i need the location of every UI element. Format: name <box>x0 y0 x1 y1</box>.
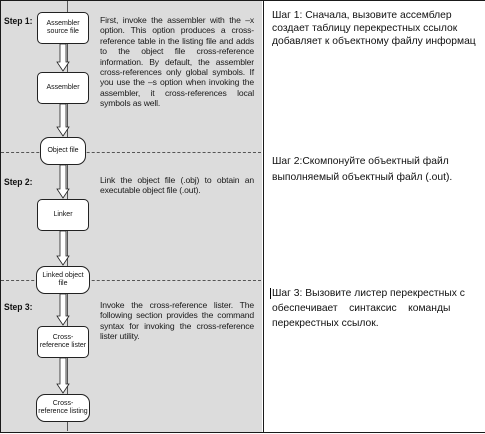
translation-step-3-line-1: Шаг 3: Вызовите листер перекрестных с <box>272 288 465 299</box>
translation-step-3-line-2: обеспечивает синтаксис команды <box>272 303 451 314</box>
arrow-down-icon <box>56 358 70 394</box>
text-cursor <box>270 288 271 299</box>
arrow-down-icon <box>56 231 70 266</box>
translation-step-1-line-2: создает таблицу перекрестных ссылок <box>272 23 458 34</box>
step-2-label: Step 2: <box>4 177 33 188</box>
linker-box: Linker <box>37 199 89 231</box>
arrow-down-icon <box>56 165 70 199</box>
translation-step-3-line-3: перекрестных ссылок. <box>272 318 379 329</box>
translation-step-2-line-1: Шаг 2:Скомпонуйте объектный файл <box>272 156 449 167</box>
table-border-bottom <box>0 432 485 433</box>
assembler-source-file-box: Assembler source file <box>37 12 89 44</box>
step-1-label: Step 1: <box>4 16 33 27</box>
table-column-divider <box>263 0 264 433</box>
cross-reference-listing-box: Cross-reference listing <box>36 394 90 422</box>
object-file-box: Object file <box>40 137 86 165</box>
arrow-down-icon <box>56 104 70 137</box>
arrow-down-icon <box>56 44 70 72</box>
assembler-box: Assembler <box>37 72 89 104</box>
translation-step-1-line-3: добавляет к объектному файлу информац <box>272 36 476 47</box>
translation-step-1-line-1: Шаг 1: Сначала, вызовите ассемблер <box>272 10 452 21</box>
arrow-down-icon <box>56 294 70 326</box>
translation-step-2-line-2: выполняемый объектный файл (.out). <box>272 172 453 183</box>
step-2-description: Link the object file (.obj) to obtain an executable object file (.out). <box>100 175 254 196</box>
step-1-description: First, invoke the assembler with the –x option. This option produces a cross-reference table in the listing file and adds to the object file cross-reference information. By default, the assembler cross-references only global symbols. If you use the –s option when invoking the assembler, it cross-references local symbols as well. <box>100 15 254 109</box>
step-3-description: Invoke the cross-reference lister. The following section provides the command syntax for invoking the cross-reference lister utility. <box>100 300 254 342</box>
linked-object-file-box: Linked object file <box>36 266 90 294</box>
cross-reference-lister-box: Cross-reference lister <box>37 326 89 358</box>
step-3-label: Step 3: <box>4 302 33 313</box>
